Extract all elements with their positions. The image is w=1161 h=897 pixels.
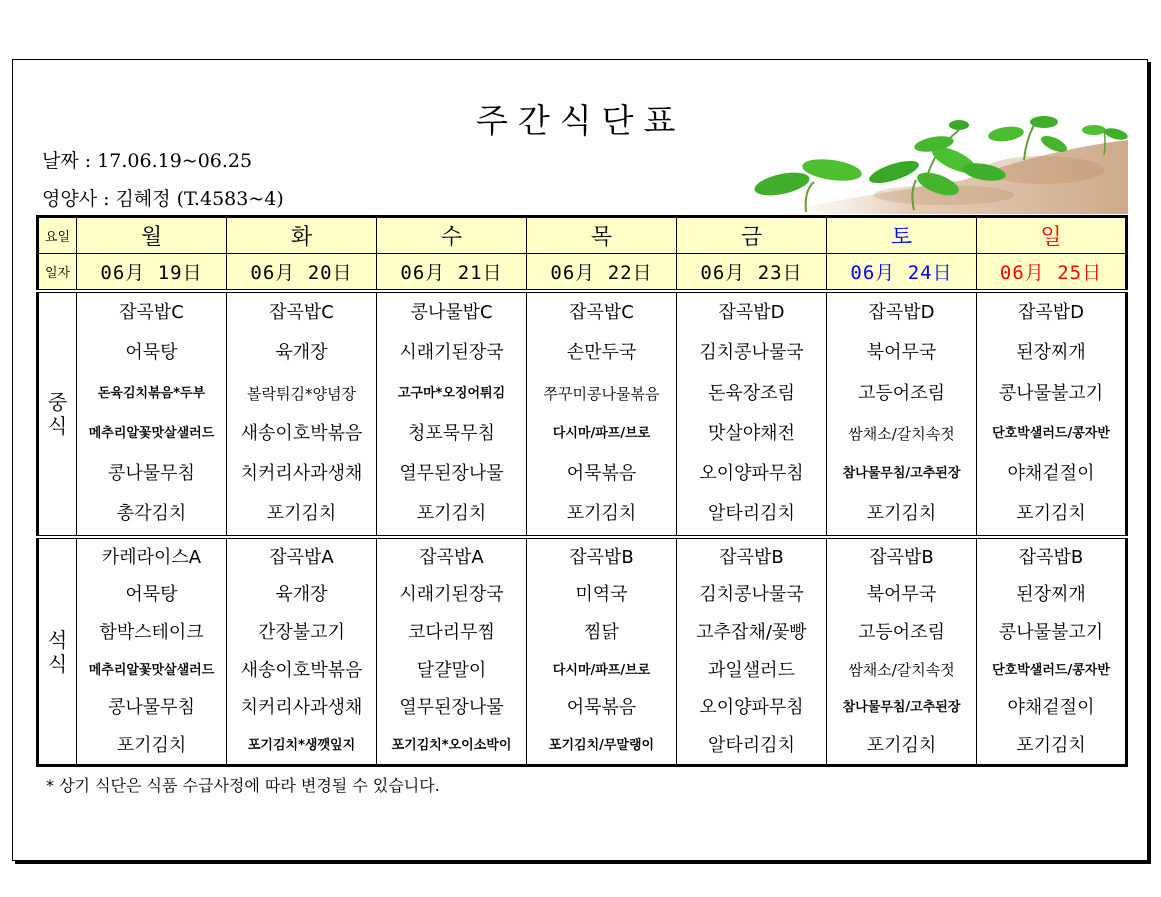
menu-item: 총각김치 xyxy=(116,503,187,525)
menu-item: 포기김치 xyxy=(866,503,937,525)
menu-item: 단호박샐러드/콩자반 xyxy=(992,662,1110,678)
menu-item: 알타리김치 xyxy=(708,503,795,525)
lunch-cell xyxy=(977,291,1127,537)
menu-item: 잡곡밥B xyxy=(1018,546,1084,568)
weekday-sun: 일 xyxy=(977,217,1127,254)
sprouts-illustration xyxy=(744,100,1128,214)
menu-item: 김치콩나물국 xyxy=(699,342,804,364)
weekday-tue: 화 xyxy=(227,217,377,254)
date-wed: 06月 21日 xyxy=(377,254,527,292)
menu-item: 콩나물밥C xyxy=(410,302,493,323)
weekday-fri: 금 xyxy=(677,217,827,254)
menu-item: 메추리알꽃맛살샐러드 xyxy=(88,425,215,441)
menu-item: 시래기된장국 xyxy=(399,342,504,364)
menu-item: 돈육김치볶음*두부 xyxy=(97,385,206,401)
menu-item: 포기김치*오이소박이 xyxy=(391,737,512,753)
menu-item: 치커리사과생채 xyxy=(240,697,363,719)
dinner-cell xyxy=(77,537,227,766)
date-fri: 06月 23日 xyxy=(677,254,827,292)
menu-item: 잡곡밥C xyxy=(569,302,634,323)
menu-item: 함박스테이크 xyxy=(99,621,204,643)
menu-item: 포기김치 xyxy=(866,734,937,756)
menu-item: 쭈꾸미콩나물볶음 xyxy=(543,384,660,403)
menu-item: 미역국 xyxy=(575,584,628,606)
menu-item: 어묵볶음 xyxy=(566,463,637,485)
menu-item: 어묵탕 xyxy=(125,584,178,606)
menu-item: 달걀말이 xyxy=(416,659,487,681)
menu-item: 오이양파무침 xyxy=(699,463,804,485)
date-thu: 06月 22日 xyxy=(527,254,677,292)
dinner-cell xyxy=(377,537,527,766)
menu-item: 고추잡채/꽃빵 xyxy=(696,621,807,643)
dietitian-info: 영양사 : 김혜정 (T.4583~4) xyxy=(42,188,284,210)
weekday-sat: 토 xyxy=(827,217,977,254)
date-row-label: 일자 xyxy=(38,254,77,292)
menu-item: 새송이호박볶음 xyxy=(240,422,363,444)
menu-item: 쌈채소/갈치속젓 xyxy=(848,424,955,443)
menu-item: 잡곡밥C xyxy=(119,302,184,323)
menu-item: 고구마*오징어튀김 xyxy=(397,385,506,401)
menu-item: 포기김치 xyxy=(416,503,487,525)
menu-item: 시래기된장국 xyxy=(399,584,504,606)
menu-item: 어묵탕 xyxy=(125,342,178,364)
dinner-cell xyxy=(827,537,977,766)
menu-item: 콩나물무침 xyxy=(108,463,195,485)
lunch-label: 중 식 xyxy=(38,291,77,537)
menu-item: 어묵볶음 xyxy=(566,697,637,719)
menu-item: 포기김치 xyxy=(266,503,337,525)
menu-item: 돈육장조림 xyxy=(708,382,795,404)
menu-item: 콩나물불고기 xyxy=(998,382,1104,404)
dinner-label: 석 식 xyxy=(38,537,77,766)
menu-item: 포기김치 xyxy=(566,503,637,525)
menu-item: 고등어조림 xyxy=(858,621,945,643)
menu-item: 카레라이스A xyxy=(101,546,202,568)
weekly-menu-table xyxy=(36,215,1128,767)
menu-item: 야채겉절이 xyxy=(1007,697,1095,719)
menu-item: 볼락튀김*양념장 xyxy=(247,384,356,403)
date-tue: 06月 20日 xyxy=(227,254,377,292)
menu-item: 참나물무침/고추된장 xyxy=(842,466,961,482)
menu-item: 쌈채소/갈치속젓 xyxy=(848,660,955,679)
menu-item: 된장찌개 xyxy=(1016,584,1086,606)
menu-item: 단호박샐러드/콩자반 xyxy=(992,425,1110,441)
menu-item: 열무된장나물 xyxy=(399,697,504,719)
menu-item: 열무된장나물 xyxy=(399,463,504,485)
footnote: * 상기 식단은 식품 수급사정에 따라 변경될 수 있습니다. xyxy=(46,776,440,795)
menu-item: 북어무국 xyxy=(866,342,937,364)
menu-item: 야채겉절이 xyxy=(1007,463,1095,485)
menu-item: 참나물무침/고추된장 xyxy=(842,700,961,716)
lunch-cell xyxy=(77,291,227,537)
menu-item: 찜닭 xyxy=(584,621,619,643)
page-title: 주간식단표 xyxy=(476,101,686,140)
menu-item: 고등어조림 xyxy=(858,382,945,404)
weekday-thu: 목 xyxy=(527,217,677,254)
menu-item: 육개장 xyxy=(275,342,328,364)
menu-item: 맛살야채전 xyxy=(708,422,795,444)
menu-item: 잡곡밥B xyxy=(569,546,634,568)
menu-item: 잡곡밥A xyxy=(419,546,484,568)
menu-item: 메추리알꽃맛살샐러드 xyxy=(88,662,215,678)
lunch-cell xyxy=(827,291,977,537)
menu-item: 간장불고기 xyxy=(258,621,345,643)
menu-item: 오이양파무침 xyxy=(699,697,804,719)
lunch-cell xyxy=(677,291,827,537)
dinner-cell xyxy=(527,537,677,766)
menu-item: 포기김치 xyxy=(1016,503,1086,525)
date-sat: 06月 24日 xyxy=(827,254,977,292)
menu-item: 잡곡밥D xyxy=(1017,302,1085,323)
menu-item: 알타리김치 xyxy=(708,734,795,756)
menu-item: 잡곡밥B xyxy=(869,546,934,568)
date-row xyxy=(38,254,1127,292)
date-range: 날짜 : 17.06.19~06.25 xyxy=(42,150,253,172)
menu-item: 청포묵무침 xyxy=(408,422,495,444)
menu-item: 콩나물무침 xyxy=(108,697,195,719)
lunch-cell xyxy=(527,291,677,537)
menu-item: 북어무국 xyxy=(866,584,937,606)
menu-item: 잡곡밥C xyxy=(269,302,334,323)
lunch-row xyxy=(38,291,1127,537)
menu-item: 코다리무찜 xyxy=(408,621,495,643)
lunch-cell xyxy=(377,291,527,537)
lunch-cell xyxy=(227,291,377,537)
weekday-wed: 수 xyxy=(377,217,527,254)
menu-item: 포기김치 xyxy=(116,734,187,756)
date-mon: 06月 19日 xyxy=(77,254,227,292)
date-sun: 06月 25日 xyxy=(977,254,1127,292)
weekday-row xyxy=(38,217,1127,254)
menu-item: 다시마/파프/브로 xyxy=(552,425,651,441)
menu-item: 손만두국 xyxy=(566,342,637,364)
dinner-cell xyxy=(227,537,377,766)
dinner-row xyxy=(38,537,1127,766)
menu-item: 잡곡밥B xyxy=(719,546,784,568)
menu-item: 치커리사과생채 xyxy=(240,463,363,485)
menu-item: 된장찌개 xyxy=(1016,342,1086,364)
menu-item: 잡곡밥D xyxy=(868,302,935,323)
menu-item: 다시마/파프/브로 xyxy=(552,662,651,678)
menu-item: 육개장 xyxy=(275,584,328,606)
menu-item: 포기김치*생깻잎지 xyxy=(247,737,356,753)
menu-item: 과일샐러드 xyxy=(708,659,795,681)
menu-item: 포기김치 xyxy=(1016,734,1086,756)
menu-item: 잡곡밥A xyxy=(269,546,334,568)
menu-item: 김치콩나물국 xyxy=(699,584,804,606)
weekday-row-label: 요일 xyxy=(38,217,77,254)
weekday-mon: 월 xyxy=(77,217,227,254)
dinner-cell xyxy=(677,537,827,766)
dinner-cell xyxy=(977,537,1127,766)
menu-item: 잡곡밥D xyxy=(718,302,785,323)
menu-item: 포기김치/무말랭이 xyxy=(548,737,655,753)
menu-item: 콩나물불고기 xyxy=(998,621,1104,643)
menu-item: 새송이호박볶음 xyxy=(240,659,363,681)
